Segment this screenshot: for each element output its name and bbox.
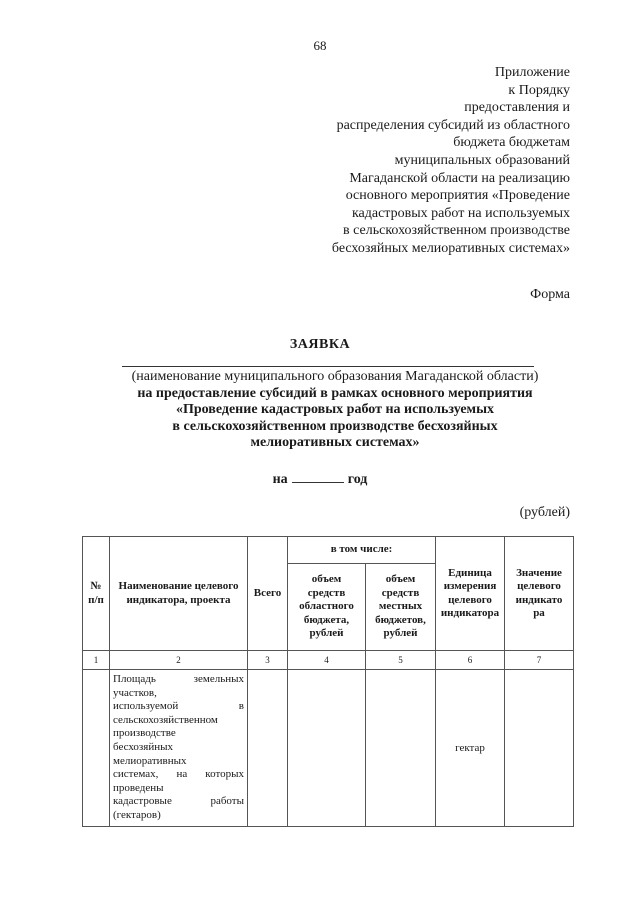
header-row: [83, 537, 574, 564]
appendix-line: в сельскохозяйственном производстве: [343, 223, 570, 239]
year-prefix: на: [272, 472, 288, 487]
header-local-line: объем: [385, 573, 416, 586]
subtitle-line: мелиоративных системах»: [250, 435, 420, 450]
description-line: Площадь земельных: [113, 673, 244, 685]
subtitle-line: в сельскохозяйственном производстве бесхозяйных: [172, 418, 498, 434]
header-unit-line: измерения: [443, 580, 497, 592]
indicator-table: [82, 536, 574, 827]
description-line: участков,: [113, 686, 157, 699]
description-line: кадастровые работы: [113, 795, 244, 808]
table-row: [83, 670, 574, 827]
row-regional-cell: [288, 670, 366, 827]
column-number: 7: [505, 651, 574, 670]
header-regional: [288, 564, 366, 651]
year-line: [0, 470, 640, 488]
header-num-line: №: [90, 580, 102, 592]
header-regional-line: средств: [307, 586, 346, 599]
row-value-cell: [505, 670, 574, 827]
appendix-line: Приложение: [494, 65, 570, 80]
row-description-cell: [110, 670, 248, 827]
description-line: производстве: [113, 727, 176, 740]
header-unit-line: индикатора: [440, 607, 500, 619]
appendix-line: муниципальных образований: [394, 152, 570, 168]
column-number: 3: [248, 651, 288, 670]
description-line: бесхозяйных: [113, 740, 173, 753]
row-unit-cell: гектар: [436, 670, 505, 827]
appendix-line: бесхозяйных мелиоративных системах»: [331, 240, 570, 256]
column-number: 5: [366, 651, 436, 670]
column-number-row: [83, 651, 574, 670]
header-regional-line: рублей: [309, 627, 344, 640]
header-value-line: целевого: [517, 580, 561, 592]
header-value-line: ра: [533, 607, 545, 619]
header-regional-line: бюджета,: [303, 613, 350, 626]
column-number: 2: [110, 651, 248, 670]
row-local-cell: [366, 670, 436, 827]
header-num-line: п/п: [88, 593, 104, 606]
subtitle-line: «Проведение кадастровых работ на используемых: [175, 402, 495, 417]
document-subtitle: [0, 369, 640, 452]
currency-unit: (рублей): [519, 505, 570, 520]
header-local-line: местных: [378, 600, 423, 613]
header-regional-line: объем: [311, 573, 342, 586]
column-number: 6: [436, 651, 505, 670]
description-line: мелиоративных: [113, 754, 187, 767]
municipality-placeholder: (наименование муниципального образования Магаданской области): [131, 369, 539, 384]
appendix-line: к Порядку: [508, 82, 570, 98]
appendix-line: Магаданской области на реализацию: [349, 170, 570, 186]
column-number: 1: [83, 651, 110, 670]
year-suffix: год: [347, 472, 368, 487]
header-unit-line: целевого: [448, 593, 492, 606]
description-line: проведены: [113, 781, 164, 794]
page-number: 68: [313, 38, 327, 53]
header-regional-line: областного: [299, 600, 354, 613]
appendix-line: основного мероприятия «Проведение: [345, 188, 570, 204]
appendix-line: распределения субсидий из областного: [336, 117, 570, 133]
header-value-line: индикато: [515, 593, 563, 606]
appendix-header: [270, 64, 570, 258]
description-line: системах, на которых: [113, 768, 244, 781]
header-total: Всего: [248, 537, 288, 651]
header-including: в том числе:: [288, 537, 436, 564]
subtitle-line: на предоставление субсидий в рамках основного мероприятия: [137, 385, 533, 401]
header-value: [505, 537, 574, 651]
header-unit: [436, 537, 505, 651]
header-local-line: средств: [381, 586, 420, 599]
appendix-line: кадастровых работ на используемых: [351, 205, 570, 221]
header-local-line: рублей: [383, 627, 418, 640]
document-title: ЗАЯВКА: [289, 337, 351, 352]
header-unit-line: Единица: [448, 566, 492, 579]
row-total-cell: [248, 670, 288, 827]
description-line: используемой в: [113, 700, 244, 713]
form-label: Форма: [530, 287, 570, 302]
header-value-line: Значение: [516, 566, 562, 579]
row-num-cell: [83, 670, 110, 827]
description-line: сельскохозяйственном: [113, 713, 218, 726]
header-local-line: бюджетов,: [375, 613, 426, 626]
appendix-line: бюджета бюджетам: [453, 135, 570, 151]
year-blank-field: [292, 470, 344, 483]
header-name: Наименование целевого индикатора, проекта: [110, 537, 248, 651]
municipality-name-line: [122, 366, 534, 367]
column-number: 4: [288, 651, 366, 670]
header-local: [366, 564, 436, 651]
description-line: (гектаров): [113, 808, 161, 821]
header-num: [83, 537, 110, 651]
appendix-line: предоставления и: [464, 100, 570, 116]
